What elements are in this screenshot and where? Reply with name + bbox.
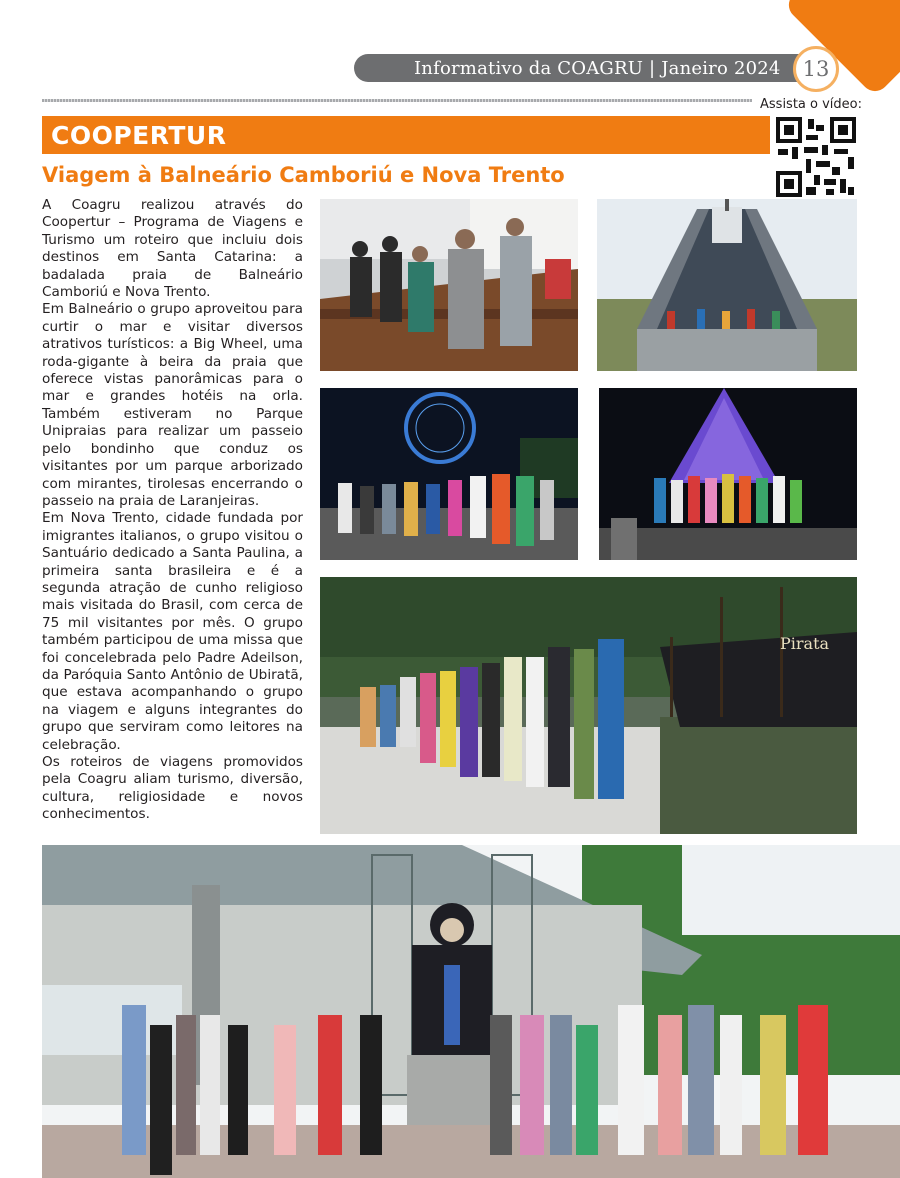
article-title: Viagem à Balneário Camboriú e Nova Trento	[42, 163, 565, 187]
page-number: 13	[793, 46, 839, 92]
paragraph-2: Em Balneário o grupo aproveitou para curtir o mar e visitar diversos atrativos turísticos: a Big Wheel, uma roda-gigante à beira da praia que oferece vistas panorâmicas para o mar e grandes hotéis na orla. Também estiveram no Parque Unipraias para realizar um passeio pelo bondinho que conduz os visitantes por um parque arborizado com mirantes, tirolesas encerrando o passeio na praia de Laranjeiras.	[42, 301, 303, 509]
photo-statue-group	[42, 845, 900, 1178]
photo-church-interior	[320, 199, 578, 371]
paragraph-3: Em Nova Trento, cidade fundada por imigrantes italianos, o grupo visitou o Santuário dedicado a Santa Paulina, a primeira santa brasileira e é a segunda atração de cunho religioso mais visitada do Brasil, com cerca de 75 mil visitantes por mês. O grupo também participou de uma missa que foi concelebrada pelo Padre Adeilson, da Paróquia Santo Antônio de Ubiratã, que estava acompanhando o grupo na viagem e alguns integrantes do grupo que serviram como leitores na celebração.	[42, 510, 303, 753]
paragraph-4: Os roteiros de viagens promovidos pela Coagru aliam turismo, diversão, cultura, religiosidade e novos conhecimentos.	[42, 754, 303, 823]
paragraph-1: A Coagru realizou através do Coopertur – Programa de Viagens e Turismo um roteiro que incluiu dois destinos em Santa Catarina: a badalada praia de Balneário Camboriú e Nova Trento.	[42, 197, 303, 301]
ship-sign: Pirata	[780, 634, 830, 653]
photo-pirate-ship-group	[320, 577, 857, 834]
video-label: Assista o vídeo:	[760, 97, 862, 112]
photo-christmas-tree-night	[599, 388, 857, 560]
publication-header: Informativo da COAGRU | Janeiro 2024	[414, 58, 781, 79]
photo-big-wheel-night	[320, 388, 578, 560]
photo-sanctuary-exterior	[597, 199, 857, 371]
article-body	[42, 197, 303, 824]
qr-code-icon[interactable]	[776, 117, 856, 197]
header-rule	[42, 99, 752, 102]
section-title: COOPERTUR	[51, 121, 227, 150]
